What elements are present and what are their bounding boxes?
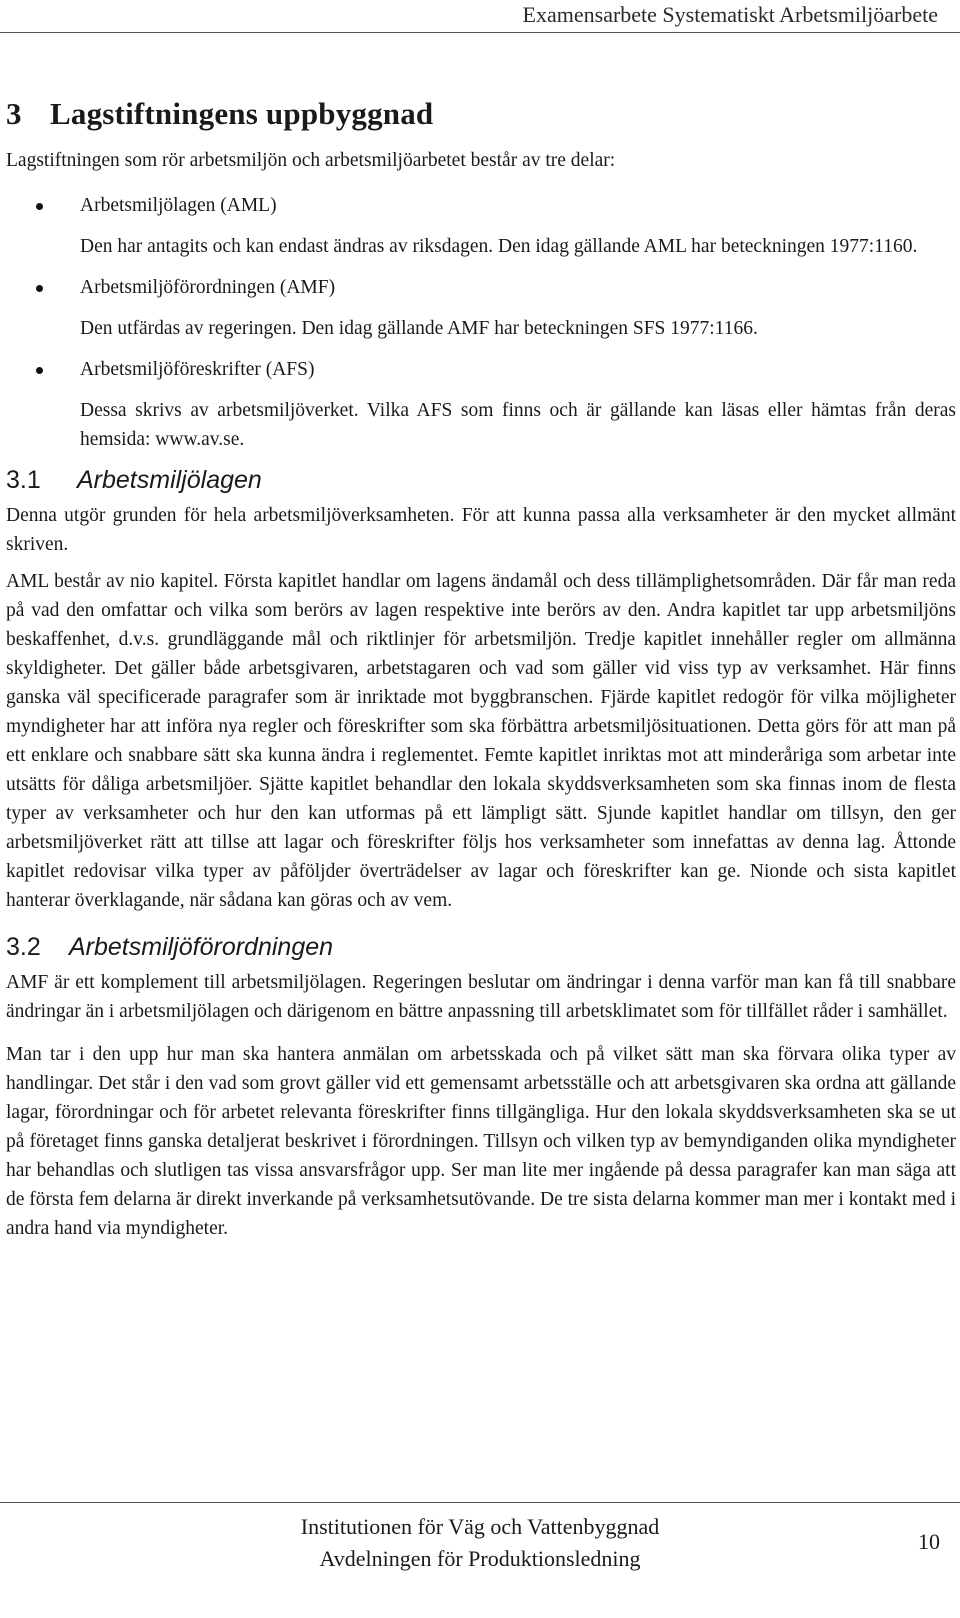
section-heading xyxy=(6,933,956,962)
chapter-heading xyxy=(6,96,956,132)
list-item-title: Arbetsmiljölagen (AML) xyxy=(80,195,277,216)
list-item xyxy=(6,355,956,454)
section-heading xyxy=(6,466,956,495)
list-item xyxy=(6,191,956,261)
page-footer xyxy=(0,1502,960,1618)
chapter-title: Lagstiftningens uppbyggnad xyxy=(50,96,434,131)
paragraph: Man tar i den upp hur man ska hantera anmälan om arbetsskada och på vilket sätt man ska förvara olika typer av handlingar. Det står i den vad som grovt gäller vid ett gemensamt arbetsställe och att arbetsgivaren ska ordna att gällande lagar, förordningar och för arbetet relevanta föreskrifter finns tillgängliga. Hur den lokala skyddsverksamheten ska se ut på företaget finns ganska detaljerat beskrivet i förordningen. Tillsyn och vilken typ av bemyndiganden olika myndigheter har behandlas och slutligen tas vissa ansvarsfrågor upp. Ser man lite mer ingående på dessa paragrafer kan man säga att de första fem delarna är direkt inverkande på verksamhetsutövande. De tre sista delarna kommer man mer i kontakt med i andra hand via myndigheter. xyxy=(6,1044,956,1239)
bullet-icon xyxy=(36,367,43,374)
footer-line-1: Institutionen för Väg och Vattenbyggnad xyxy=(300,1514,660,1539)
page-number: 10 xyxy=(918,1529,940,1554)
paragraph: AML består av nio kapitel. Första kapitlet handlar om lagens ändamål och dess tillämplighetsområden. Där får man reda på vad den omfattar och vilka som berörs av lagen respektive inte berörs av den. Andra kapitlet tar upp arbetsmiljöns beskaffenhet, d.v.s. grundläggande mål och riktlinjer för arbetsmiljön. Tredje kapitlet innehåller regler om allmänna skyldigheter. Det gäller både arbetsgivaren, arbetstagaren och vad som gäller vid viss typ av verksamhet. Här finns ganska väl specificerade paragrafer som är inriktade mot byggbranschen. Fjärde kapitlet redogör för vilka möjligheter myndigheter har att införa nya regler och föreskrifter som ska förbättra arbetsmiljösituationen. Detta görs för att man på ett enklare och snabbare sätt ska kunna ändra i reglementet. Femte kapitlet inriktas mot att minderåriga som arbetar inte utsätts för dåliga arbetsmiljöer. Sjätte kapitlet behandlar den lokala skyddsverksamheten som ska finnas inom de flesta typer av verksamheter och hur den kan utformas på ett lämpligt sätt. Sjunde kapitlet handlar om tillsyn, den ger arbetsmiljöverket rätt att tillse att lagar och föreskrifter följs hos verksamheter som innefattas av denna lag. Åttonde kapitlet redovisar vilka typer av påföljder överträdelser av lagar och föreskrifter kan ge. Nionde och sista kapitlet hanterar överklagande, när sådana kan göras och av vem. xyxy=(6,571,956,911)
intro-paragraph: Lagstiftningen som rör arbetsmiljön och arbetsmiljöarbetet består av tre delar: xyxy=(6,150,616,171)
section-title: Arbetsmiljölagen xyxy=(77,466,262,494)
list-item-title: Arbetsmiljöförordningen (AMF) xyxy=(80,277,336,298)
list-item-description: Dessa skrivs av arbetsmiljöverket. Vilka AFS som finns och är gällande kan läsas eller hämtas från deras hemsida: www.av.se. xyxy=(80,400,956,450)
footer-line-2: Avdelningen för Produktionsledning xyxy=(319,1546,641,1571)
page-header xyxy=(0,0,960,33)
list-item xyxy=(6,273,956,343)
chapter-number: 3 xyxy=(6,96,22,131)
list-item-description: Den har antagits och kan endast ändras av riksdagen. Den idag gällande AML har beteckningen 1977:1160. xyxy=(80,236,918,257)
section-title: Arbetsmiljöförordningen xyxy=(69,933,334,961)
section-number: 3.2 xyxy=(6,933,41,961)
law-parts-list xyxy=(6,191,956,454)
section-number: 3.1 xyxy=(6,466,41,494)
list-item-description: Den utfärdas av regeringen. Den idag gällande AMF har beteckningen SFS 1977:1166. xyxy=(80,318,758,339)
page-content xyxy=(6,96,956,1251)
list-item-title: Arbetsmiljöföreskrifter (AFS) xyxy=(80,359,315,380)
paragraph: Denna utgör grunden för hela arbetsmiljöverksamheten. För att kunna passa alla verksamheter är den mycket allmänt skriven. xyxy=(6,505,956,555)
bullet-icon xyxy=(36,285,43,292)
paragraph: AMF är ett komplement till arbetsmiljölagen. Regeringen beslutar om ändringar i denna varför man kan få till snabbare ändringar än i arbetsmiljölagen och därigenom en bättre anpassning till arbetsklimatet som för tillfället råder i samhället. xyxy=(6,972,956,1022)
bullet-icon xyxy=(36,203,43,210)
section-arbetsmiljoforordningen xyxy=(6,933,956,1243)
header-title: Examensarbete Systematiskt Arbetsmiljöarbete xyxy=(522,2,938,27)
footer-institution xyxy=(0,1511,960,1575)
section-arbetsmiljolagen xyxy=(6,466,956,915)
